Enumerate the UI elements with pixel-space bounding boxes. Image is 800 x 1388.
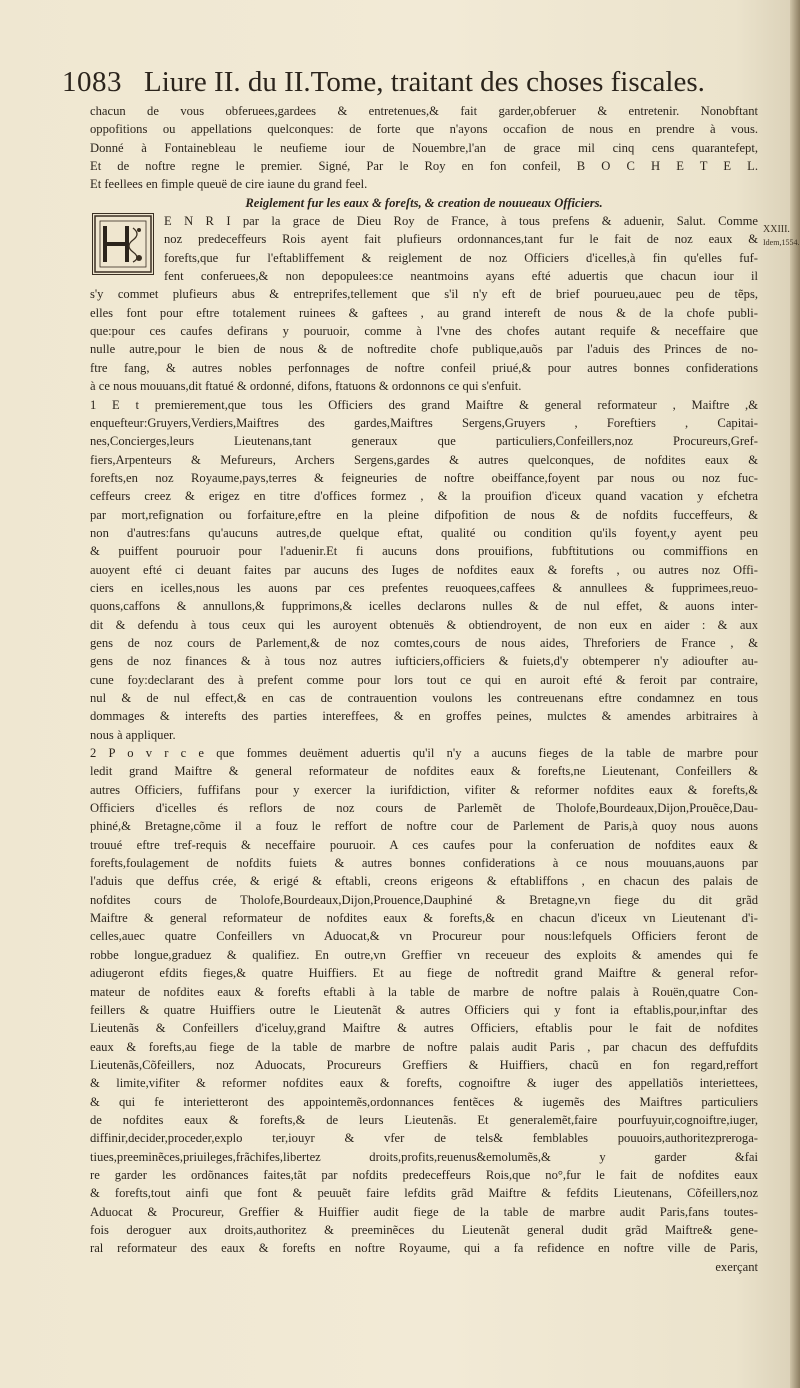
text-line: mateur de nofdites eaux & forefts eftabli à la table de marbre de noftre palais à Rouën,quatre Con- (90, 984, 758, 999)
text-line: adiugeront efdits fieges,& quatre Huiffiers. Et au fiege de noftredit grand Maiftre & general refor- (90, 966, 758, 981)
text-line: feillers & quatre Huiffiers outre le Lieutenãt & autres Officiers qui y font ia eftablis,pour,inftar des (90, 1002, 758, 1017)
text-line: dit & defendu à tous ceux qui les auroyent obtenuës & obtiendroyent, de non eux en aider : & aux (90, 617, 758, 632)
text-line: tiues,preeminẽces,priuileges,frãchifes,libertez droits,profits,reuenus&emolumẽs,& y garder &fai (90, 1149, 758, 1164)
text-line: trouué eftre tref-requis & neceffaire pouruoir. A ces caufes pour la conferuation de nofdites eaux & (90, 837, 758, 852)
text-line: Aduocat & Procureur, Greffier & Huiffier audit fiege de la table de marbre audit Paris,fans toutes- (90, 1204, 758, 1219)
text-line: re garder les ordõnances faites,tãt par nofdits predeceffeurs Rois,que no°,fur le fait de nofdites eaux (90, 1167, 758, 1182)
text-line: non d'autres:fans qu'aucuns autres,de quelque eftat, qualité ou condition qu'ils foyent,y ayent peu (90, 525, 758, 540)
text-line: Officiers d'icelles és reflors de noz cours de Parlemẽt de Tholofe,Bourdeaux,Dijon,Prouẽce,Dau- (90, 801, 758, 816)
text-line: gens de noz cours de Parlement,& de noz comtes,cours de nous aides, Threforiers de France , & (90, 635, 758, 650)
text-line: dommages & interefts des parties intereffees, & en groffes peines, mulctes & amendes arbitraires à (90, 709, 758, 724)
text-line: cune foy:declarant des à prefent comme pour lors tout ce qui en auroit efté & feroit par contraire, (90, 672, 758, 687)
text-line: ciers en icelles,nous les auons par ces prefentes reuoquees,caffees & annullees & fupprimees,reuo- (90, 580, 758, 595)
text-line: fois deroguer aux droits,authoritez & preeminẽces du Lieutenãt general dudit grãd Maiftre& gene- (90, 1222, 758, 1237)
text-line: & forefts,tout ainfi que font & peuuẽt faire lefdits grãd Maiftre & fefdits Lieutenans, Cõfeillers,noz (90, 1186, 758, 1201)
text-line: Lieutenãs,Cõfeillers, noz Aduocats, Procureurs Greffiers & Huiffiers, chacũ en fon regard,reffort (90, 1057, 758, 1072)
text-line: exerçant (715, 1259, 758, 1274)
page-header (62, 62, 762, 106)
text-line: autres Officiers, fuffifans pour y exercer la iurifdiction, vifiter & reformer nofdites eaux & forefts,& (90, 782, 758, 797)
text-line: nes,Concierges,leurs Lieutenans,tant generaux que particuliers,Confeillers,noz Procureurs,Gref- (90, 434, 758, 449)
text-line: chacun de vous obferuees,gardees & entretenues,& fait garder,obferuer & entretenir. Nonobftant (90, 104, 758, 118)
text-line: & puiffent pouruoir pour l'aduenir.Et fi aucuns dons prouifions, fubftitutions ou commiffions en (90, 544, 758, 559)
text-line: l'aduis que deffus crée, & erigé & eftabli, creons erigeons & eftabliffons , en chacun des palais de (90, 874, 758, 889)
text-line: Reiglement fur les eaux & foreſts, & creation de nouueaux Officiers. (245, 195, 603, 210)
text-line: phiné,& Bretagne,cõme il a fouz le reffort de noftre cour de Parlement de Paris,à quoy nous auons (90, 819, 758, 834)
text-line: forefts,en noz Royaume,pays,terres & feigneuries de noftre obeiffance,foyent par nous ou noz fuc- (90, 470, 758, 485)
text-line: Donné à Fontainebleau le neufieme iour de Nouembre,l'an de grace mil cinq cens quarantefept, (90, 140, 758, 155)
body-text (90, 102, 758, 1276)
text-line: enquefteur:Gruyers,Verdiers,Maiftres des gardes,Maiftres Sergens,Gruyers , Foreftiers , Capitai- (90, 415, 758, 430)
margin-note-date: Idem,1554. (763, 238, 800, 247)
text-line: oppofitions ou appellations quelconques: de forte que n'ayons occafion de nous en prendre à vous. (90, 122, 758, 137)
text-line: par mort,refignation ou forfaiture,eftre en la pleine difpofition de nous & de nofdits fucceffeurs, & (90, 507, 758, 522)
text-line: & qui fe interietteront des appointemẽs,ordonnances fentẽces & iugemẽs des Maiftres particuliers (90, 1094, 758, 1109)
text-line: fent conferuees,& non depopulees:ce neantmoins ayans efté aduertis que chacun iour il (164, 269, 758, 284)
page-number: 1083 (62, 66, 122, 98)
text-line: E N R I par la grace de Dieu Roy de France, à tous prefens & aduenir, Salut. Comme (164, 214, 758, 229)
text-line: Et de noftre regne le premier. Signé, Par le Roy en fon confeil, B O C H E T E L. (90, 159, 758, 174)
text-line: de nofdites eaux & forefts,& de leurs Lieutenãs. Et generalemẽt,faire pourfuyuir,cognoiftre,iuger, (90, 1112, 758, 1127)
text-line: celles,auec quatre Confeillers vn Aduocat,& vn Procureur pour nous:lefquels Officiers feront de (90, 929, 758, 944)
text-line: à ce nous mouuans,dit ftatué & ordonné, difons, ftatuons & ordonnons ce qui s'enfuit. (90, 379, 522, 394)
text-line: nofdites cours de Tholofe,Bourdeaux,Dijon,Prouence,Dauphiné & Bretagne,vn fiege du dit grãd (90, 892, 758, 907)
text-line: noz predeceffeurs Rois ayent fait plufieurs ordonnances,tant fur le fait de noz eaux & (164, 232, 758, 247)
text-line: ral reformateur des eaux & forefts en noftre Royaume, qui a fa refidence en noftre ville de Paris, (90, 1241, 758, 1256)
text-line: quons,caffons & annullons,& fupprimons,& icelles declarons nulles & de nul effet, & auons inter- (90, 599, 758, 614)
text-line: elles font pour eftre totalement ruinees & gaftees , au grand intereft de nous & de la chofe publi- (90, 305, 758, 320)
text-line: s'y commet plufieurs abus & entreprifes,tellement que s'il n'y eft de brief pourueu,auec peu de tẽps, (90, 287, 758, 302)
text-line: gens de noz finances & à tous noz autres iufticiers,officiers & fuiets,d'y obtemperer n'y adioufter au- (90, 654, 758, 669)
text-line: ledit grand Maiftre & general reformateur de nofdites eaux & forefts,ne Lieutenant, Confeillers & (90, 764, 758, 779)
text-line: & limite,vifiter & reformer nofdites eaux & forefts, cognoiftre & iuger des appellatiõs interiettees, (90, 1076, 758, 1091)
text-line: que:pour ces caufes defirans y pouruoir, comme à l'vne des chofes autant requife & neceffaire que (90, 324, 758, 339)
page-edge (790, 0, 800, 1388)
text-line: fiers,Arpenteurs & Mefureurs, Archers Sergens,gardes & autres quelconques, de nofdites eaux & (90, 452, 758, 467)
text-line: auoyent efté ci deuant faites par aucuns des Iuges de nofdites eaux & forefts , ou autres noz Offi- (90, 562, 758, 577)
text-line: ftre fang, & autres nobles perfonnages de noftre confeil priué,& pour autres bonnes confiderations (90, 360, 758, 375)
margin-note-chapter: XXIII. (763, 224, 790, 235)
text-line: forefts,que fur l'eftabliffement & reiglement de noz Officiers d'icelles,à fin qu'elles fuf- (164, 250, 758, 265)
text-line: forefts,foulagement de nofdits fuiets & autres bonnes confiderations à ce nous mouuans,auons par (90, 856, 758, 871)
text-line: nous à appliquer. (90, 727, 176, 742)
text-line: robbe longue,graduez & qualifiez. En outre,vn Greffier vn receueur des exploits & amendes qui fe (90, 947, 758, 962)
running-title: Liure II. du II.Tome, traitant des choses fiscales. (144, 66, 705, 98)
text-line: ceffeurs creez & erigez en titre d'offices formez , & la prouifion d'iceux quand vacation y efchetra (90, 489, 758, 504)
text-line: eaux & forefts,au fiege de la table de marbre de noftre palais audit Paris , par chacun des deffufdits (90, 1039, 758, 1054)
text-line: Et feellees en fimple queuë de cire iaune du grand feel. (90, 177, 368, 192)
text-line: nulle autre,pour le bien de nous & de noftredite chofe publique,auõs par l'aduis des Princes de no- (90, 342, 758, 357)
text-line: Maiftre & general reformateur de nofdites eaux & forefts,& en chacun d'iceux vn Lieutenant d'i- (90, 911, 758, 926)
text-line: Lieutenãs & Confeillers d'iceluy,grand Maiftre & autres Officiers, eftablis pour le fait de nofdites (90, 1021, 758, 1036)
text-line: 2 P o v r c e que fommes deuëment aduertis qu'il n'y a aucuns fieges de la table de marbre pour (90, 746, 758, 761)
text-line: 1 E t premierement,que tous les Officiers des grand Maiftre & general reformateur , Maiftre ,& (90, 397, 758, 412)
text-line: diffinir,decider,proceder,explo ter,iouyr & vfer de tels& femblables pouuoirs,authoritezpreroga- (90, 1131, 758, 1146)
text-line: nul & de nul effect,& en cas de contrauention voulons les contreuenans eftre condamnez en tous (90, 691, 758, 705)
